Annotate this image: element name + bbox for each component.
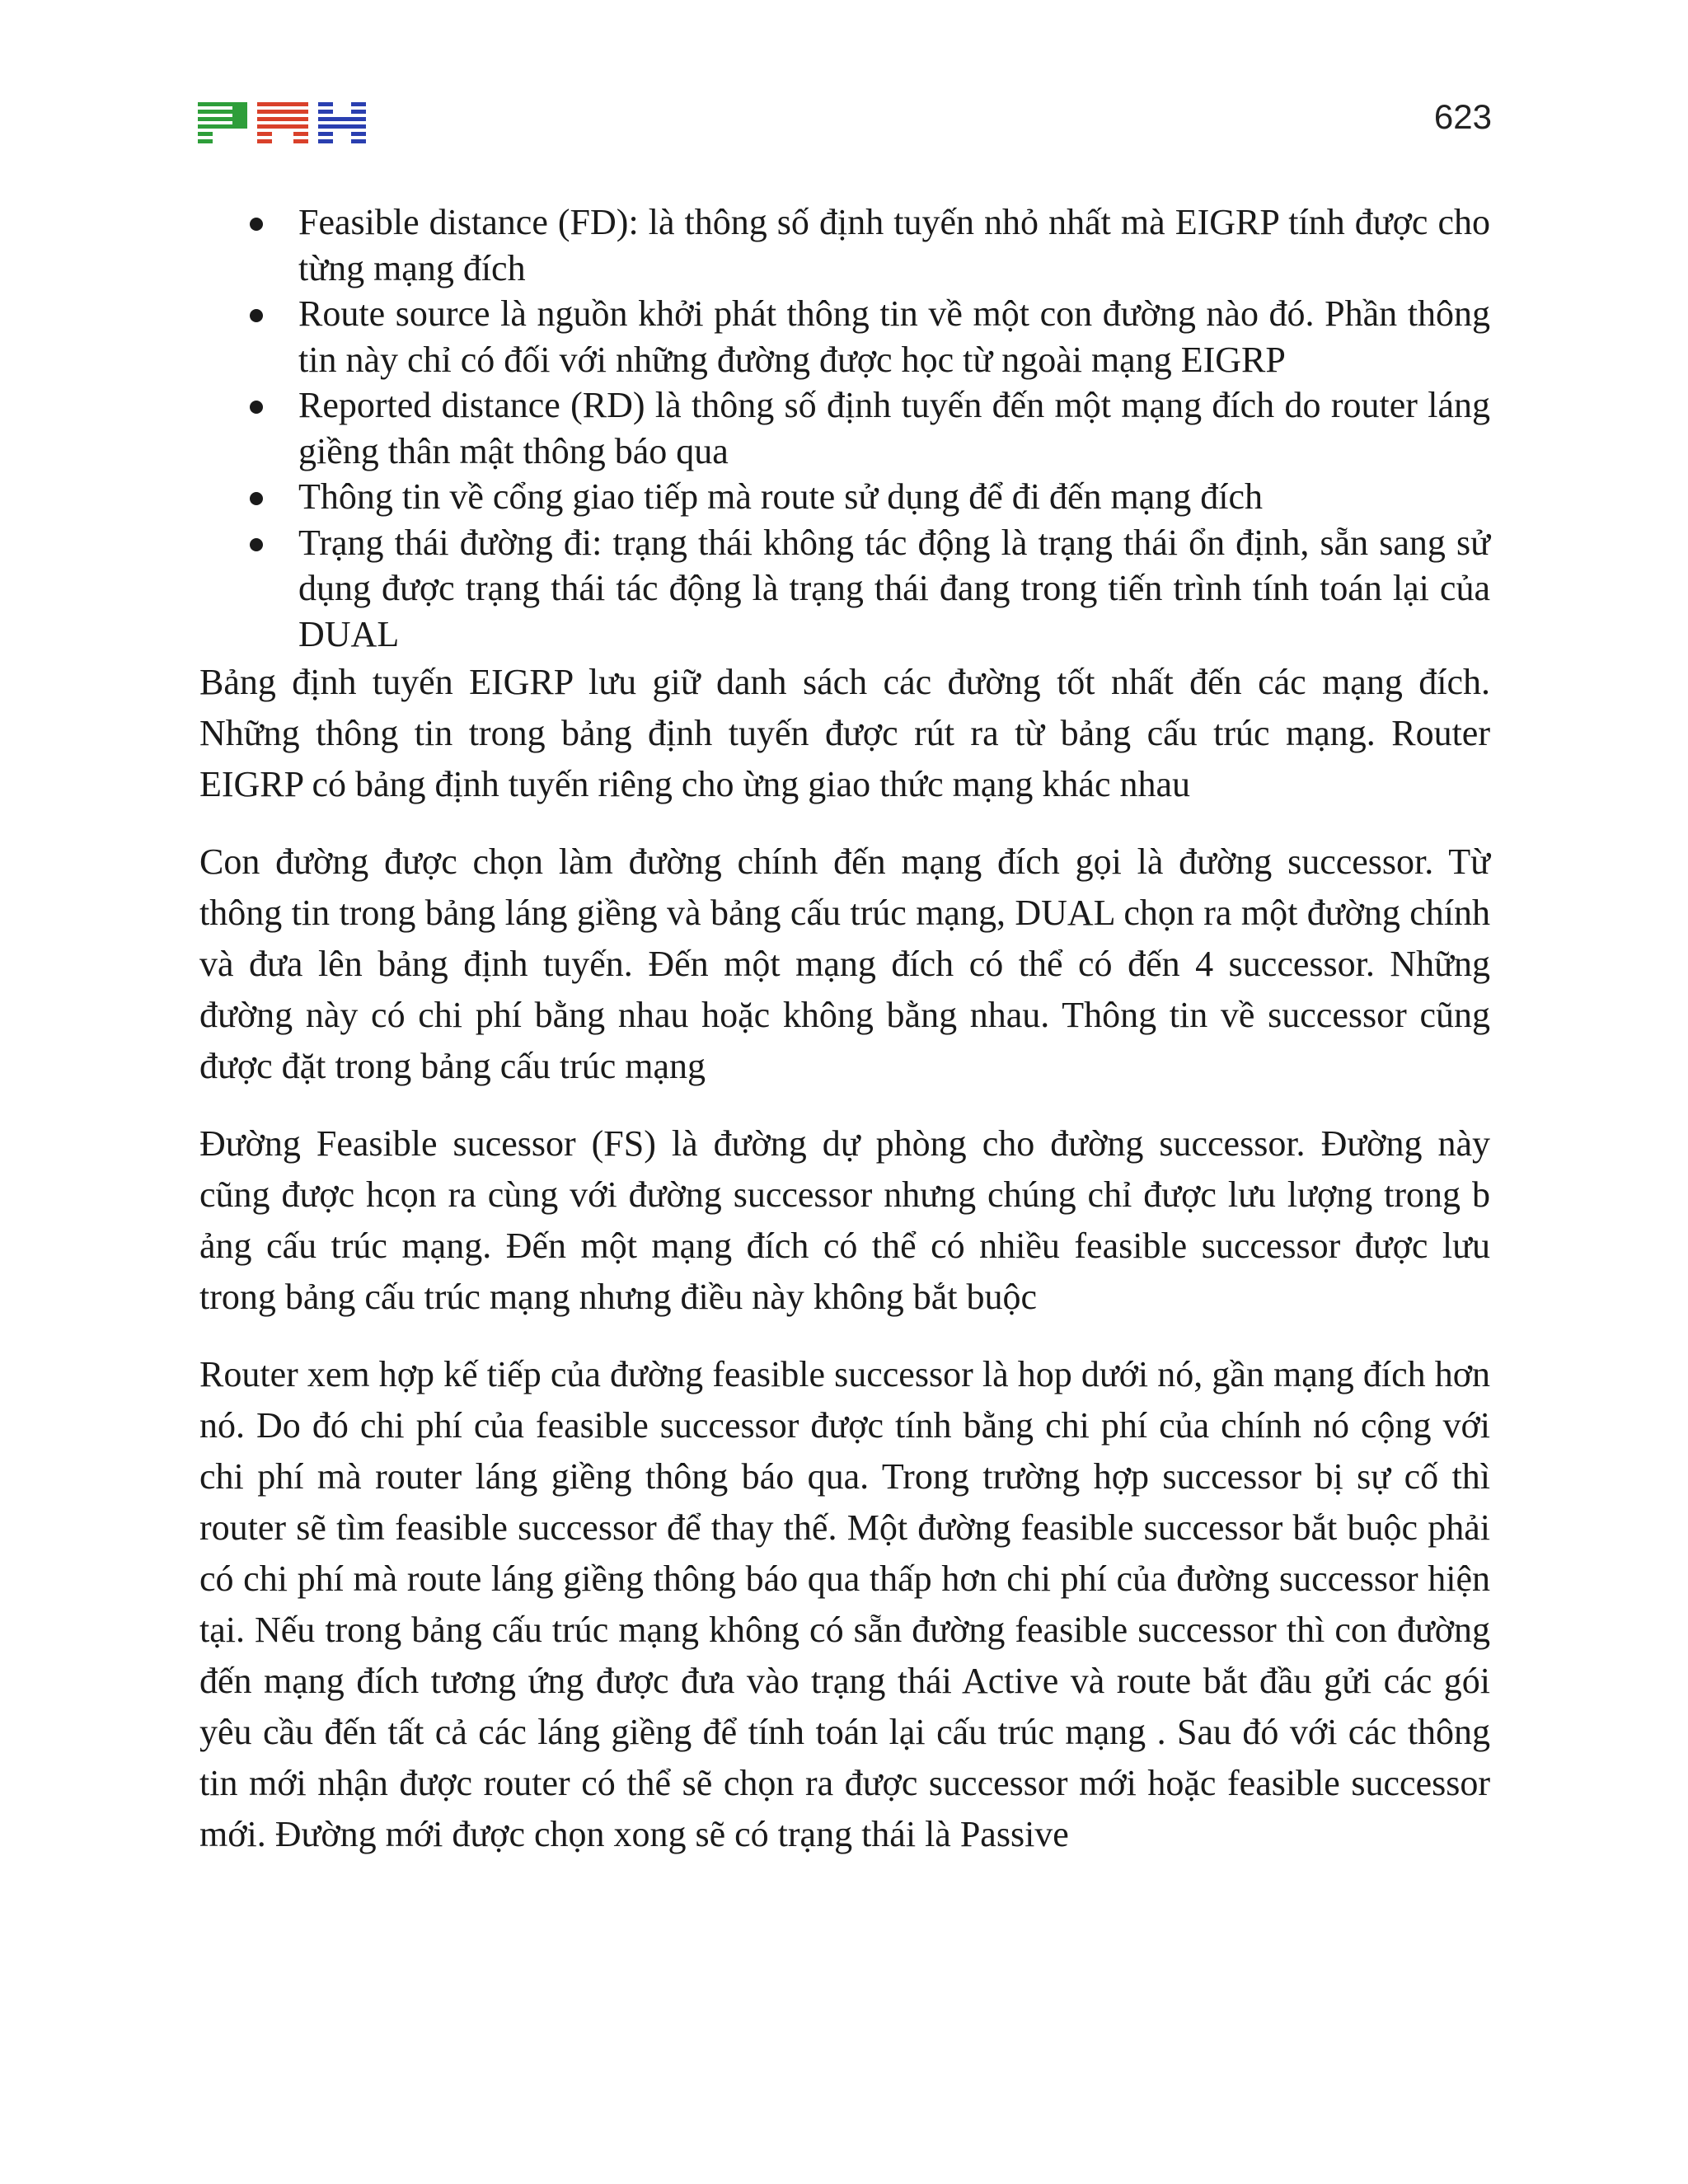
- list-item: [199, 474, 1490, 520]
- list-item: [199, 382, 1490, 474]
- bullet-icon: [250, 401, 263, 414]
- list-item-text: Route source là nguồn khởi phát thông tin về một con đường nào đó. Phần thông tin này chỉ có đối với những đường được học từ ngoài mạng EIGRP: [298, 293, 1490, 380]
- paragraph-routing-table: Bảng định tuyến EIGRP lưu giữ danh sách các đường tốt nhất đến các mạng đích. Những thông tin trong bảng định tuyến được rút ra từ bảng cấu trúc mạng. Router EIGRP có bảng định tuyến riêng cho ừng giao thức mạng khác nhau: [199, 662, 1490, 804]
- list-item: [199, 520, 1490, 658]
- bullet-icon: [250, 492, 263, 505]
- paragraph-successor: Con đường được chọn làm đường chính đến mạng đích gọi là đường successor. Từ thông tin trong bảng láng giềng và bảng cấu trúc mạng, DUAL chọn ra một đường chính và đưa lên bảng định tuyến. Đến một mạng đích có thể có đến 4 successor. Những đường này có chi phí bằng nhau hoặc không bằng nhau. Thông tin về successor cũng được đặt trong bảng cấu trúc mạng: [199, 841, 1490, 1086]
- page-number: 623: [1433, 97, 1492, 136]
- list-item-text: Trạng thái đường đi: trạng thái không tác động là trạng thái ổn định, sẵn sang sử dụng được trạng thái tác động là trạng thái đang trong tiến trình tính toán lại của DUAL: [298, 522, 1490, 654]
- page-header: [0, 0, 1688, 165]
- bullet-icon: [250, 309, 263, 322]
- paragraph-router-hop: Router xem hợp kế tiếp của đường feasible successor là hop dưới nó, gần mạng đích hơn nó. Do đó chi phí của feasible successor được tính bằng chi phí của chính nó cộng với chi phí mà router láng giềng thông báo qua. Trong trường hợp successor bị sự cố thì router sẽ tìm feasible successor để thay thế. Một đường feasible successor bắt buộc phải có chi phí mà route láng giềng thông báo qua thấp hơn chi phí của đường successor hiện tại. Nếu trong bảng cấu trúc mạng không có sẵn đường feasible successor thì con đường đến mạng đích tương ứng được đưa vào trạng thái Active và route bắt đầu gửi các gói yêu cầu đến tất cả các láng giềng để tính toán lại cấu trúc mạng . Sau đó với các thông tin mới nhận được router có thể sẽ chọn ra được successor mới hoặc feasible successor mới. Đường mới được chọn xong sẽ có trạng thái là Passive: [199, 1354, 1490, 1854]
- paragraph-feasible-successor: Đường Feasible sucessor (FS) là đường dự phòng cho đường successor. Đường này cũng được hcọn ra cùng với đường successor nhưng chúng chỉ được lưu lượng trong b ảng cấu trúc mạng. Đến một mạng đích có thể có nhiều feasible successor được lưu trong bảng cấu trúc mạng nhưng điều này không bắt buộc: [199, 1123, 1490, 1317]
- list-item-text: Thông tin về cổng giao tiếp mà route sử dụng để đi đến mạng đích: [298, 476, 1264, 517]
- bullet-icon: [250, 538, 263, 551]
- list-item: [199, 199, 1490, 291]
- page-body: [199, 199, 1490, 1860]
- bullet-list: [199, 199, 1490, 657]
- pnh-logo: [198, 102, 366, 148]
- list-item: [199, 291, 1490, 382]
- bullet-icon: [250, 218, 263, 231]
- list-item-text: Feasible distance (FD): là thông số định tuyến nhỏ nhất mà EIGRP tính được cho từng mạng đích: [298, 202, 1490, 288]
- list-item-text: Reported distance (RD) là thông số định tuyến đến một mạng đích do router láng giềng thân mật thông báo qua: [298, 385, 1490, 471]
